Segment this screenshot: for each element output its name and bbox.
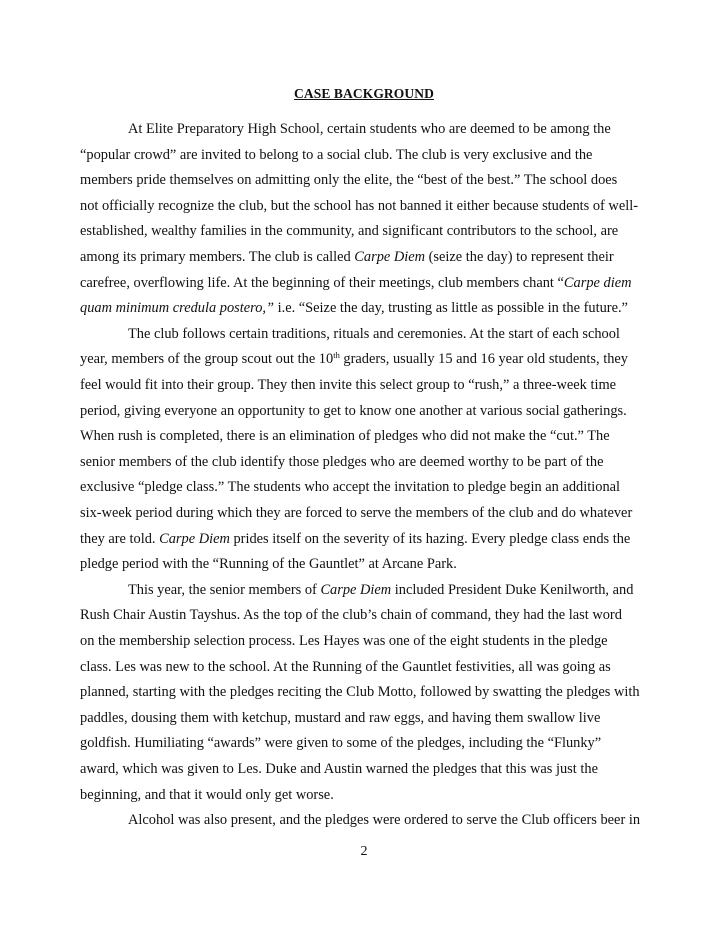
- text-line: [80, 274, 631, 292]
- text-line: [80, 171, 617, 189]
- text-run: members pride themselves on admitting only the elite, the “best of the best.” The school does: [80, 172, 618, 189]
- text-run: carefree, overflowing life. At the beginning of their meetings, club members chant “: [80, 274, 564, 291]
- text-line: [80, 299, 628, 317]
- text-line: [128, 120, 611, 138]
- text-run: feel would fit into their group. They then invite this select group to “rush,” a three-week time: [80, 377, 617, 393]
- text-run: “popular crowd” are invited to belong to a social club. The club is very exclusive and the: [80, 146, 593, 163]
- text-run: goldfish. Humiliating “awards” were given to some of the pledges, including the “Flunky”: [80, 735, 602, 752]
- italic-text: Carpe Diem: [354, 249, 426, 265]
- text-run: period, giving everyone an opportunity to get to know one another at various social gatherings.: [80, 402, 627, 419]
- text-run: established, wealthy families in the community, and significant contributors to the school, are: [80, 223, 619, 240]
- text-line: [80, 478, 620, 496]
- text-run: This year, the senior members of: [128, 581, 321, 598]
- text-run: When rush is completed, there is an elimination of pledges who did not make the “cut.” The: [80, 428, 610, 445]
- text-run: Alcohol was also present, and the pledges were ordered to serve the Club officers beer in: [128, 812, 641, 829]
- text-run: planned, starting with the pledges reciting the Club Motto, followed by swatting the pledges with: [80, 684, 640, 701]
- text-run: beginning, and that it would only get worse.: [80, 786, 334, 803]
- text-run: included President Duke Kenilworth, and: [391, 581, 634, 598]
- text-line: [80, 683, 640, 701]
- page-number: 2: [360, 844, 368, 859]
- text-line: [80, 555, 457, 573]
- text-line: [80, 453, 604, 471]
- text-line: [80, 376, 616, 394]
- italic-text: Carpe Diem: [159, 530, 230, 547]
- text-line: [80, 350, 628, 368]
- text-run: prides itself on the severity of its hazing. Every pledge class ends the: [229, 530, 631, 547]
- text-run: paddles, dousing them with ketchup, mustard and raw eggs, and having them swallow live: [80, 709, 601, 726]
- text-line: [80, 402, 627, 420]
- text-run: Rush Chair Austin Tayshus. As the top of the club’s chain of command, they had the last word: [80, 607, 622, 624]
- text-run: they are told.: [80, 530, 160, 547]
- text-line: [80, 786, 334, 804]
- text-line: [80, 606, 622, 624]
- text-run: exclusive “pledge class.” The students who accept the invitation to pledge begin an additional: [80, 479, 621, 496]
- text-run: not officially recognize the club, but the school has not banned it either because students of well-: [80, 197, 639, 214]
- superscript-text: th: [333, 350, 340, 361]
- text-line: [80, 248, 614, 266]
- text-line: [128, 325, 620, 343]
- italic-text: Carpe Diem: [320, 581, 392, 598]
- text-line: [80, 658, 611, 676]
- text-line: [80, 146, 592, 164]
- text-run: The club follows certain traditions, rituals and ceremonies. At the start of each school: [128, 325, 620, 342]
- text-run: pledge period with the “Running of the Gauntlet” at Arcane Park.: [80, 556, 457, 573]
- text-run: senior members of the club identify those pledges who are deemed worthy to be part of the: [80, 453, 604, 470]
- text-line: [80, 709, 600, 727]
- text-run: At Elite Preparatory High School, certain students who are deemed to be among the: [128, 121, 611, 137]
- text-line: [80, 197, 638, 215]
- text-line: [80, 530, 630, 548]
- text-line: [80, 504, 632, 522]
- text-run: graders, usually 15 and 16 year old students, they: [339, 351, 628, 368]
- text-run: award, which was given to Les. Duke and Austin warned the pledges that this was just the: [80, 761, 598, 777]
- text-line: [80, 222, 618, 240]
- text-line: [80, 427, 610, 445]
- italic-text: Carpe diem: [563, 274, 632, 291]
- text-line: [80, 632, 608, 650]
- section-heading: CASE BACKGROUND: [294, 86, 434, 101]
- text-run: class. Les was new to the school. At the Running of the Gauntlet festivities, all was going as: [80, 658, 611, 675]
- text-run: on the membership selection process. Les Hayes was one of the eight students in the pledge: [80, 633, 608, 649]
- text-run: year, members of the group scout out the 10: [80, 351, 334, 368]
- text-line: [128, 581, 633, 599]
- text-line: [80, 734, 601, 752]
- text-run: (seize the day) to represent their: [425, 249, 614, 265]
- text-run: i.e. “Seize the day, trusting as little as possible in the future.”: [274, 300, 628, 317]
- text-run: among its primary members. The club is called: [80, 249, 355, 265]
- text-line: [80, 760, 598, 778]
- text-line: [128, 811, 640, 829]
- text-run: six-week period during which they are forced to serve the members of the club and do whatever: [80, 505, 633, 521]
- italic-text: quam minimum credula postero,”: [80, 300, 274, 317]
